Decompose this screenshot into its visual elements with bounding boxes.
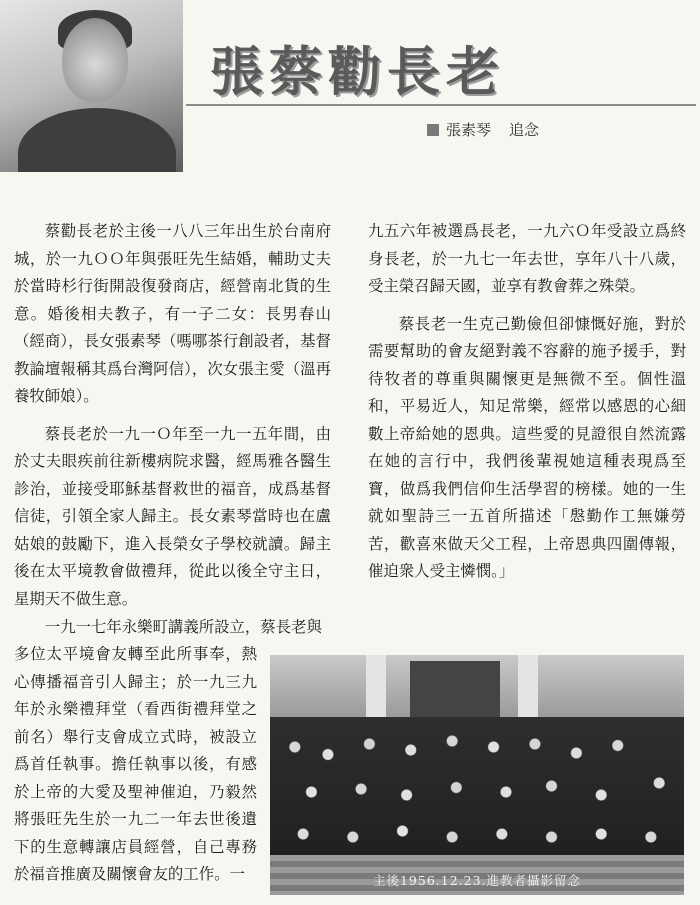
left-column: [14, 218, 331, 623]
paragraph-3-body: 多位太平境會友轉至此所事奉，熱心傳播福音引人歸主；於一九三九年於永樂禮拜堂（看西街禮拜堂之前名）舉行支會成立式時，被設立爲首任執事。擔任執事以後，有感於上帝的大愛及聖神催迫，乃毅然將張旺先生於一九二一年去世後遺下的生意轉讓店員經營，自己專務於福音推廣及關懷會友的工作。一: [14, 645, 257, 883]
square-bullet-icon: [427, 124, 439, 136]
article-title: 張蔡勸長老: [210, 42, 505, 103]
author-name: 張素琴: [446, 121, 492, 139]
paragraph-2: 蔡長老於一九一Ｏ年至一九一五年間，由於丈夫眼疾前往新樓病院求醫，經馬雅各醫生診治，並接受耶穌基督救世的福音，成爲基督信徒，引領全家人歸主。長女素琴當時也在盧姑娘的鼓勵下，進入長榮女子學校就讀。歸主後在太平境教會做禮拜，從此以後全守主日，星期天不做生意。: [14, 424, 331, 608]
author-role: 追念: [509, 121, 540, 139]
author-byline: [427, 119, 539, 140]
paragraph-3-continued: 九五六年被選爲長老，一九六Ｏ年受設立爲終身長老，於一九七一年去世，享年八十八歲，受主榮召歸天國，並享有教會葬之殊榮。: [368, 222, 686, 295]
title-divider: [186, 104, 696, 106]
photo-caption: 主後1956.12.23.進教者攝影留念: [372, 873, 582, 888]
left-column-narrow: [14, 641, 257, 899]
paragraph-3-intro: 一九一七年永樂町講義所設立，蔡長老與: [44, 618, 322, 636]
portrait-photo: [0, 0, 183, 172]
right-column: [368, 218, 686, 596]
group-photo: [270, 655, 684, 895]
paragraph-4: 蔡長老一生克己勤儉但卻慷慨好施，對於需要幫助的會友絕對義不容辭的施予援手，對待牧者的尊重與關懷更是無微不至。個性溫和，平易近人，知足常樂，經常以感恩的心細數上帝給她的恩典。這些愛的見證很自然流露在她的言行中，我們後輩視她這種表現爲至寶，做爲我們信仰生活學習的榜樣。她的一生就如聖詩三一五首所描述「慇勤作工無嫌勞苦，歡喜來做天父工程，上帝恩典四圍傳報，催迫衆人受主憐憫。」: [368, 314, 686, 580]
paragraph-1: 蔡勸長老於主後一八八三年出生於台南府城，於一九ＯＯ年與張旺先生結婚，輔助丈夫於當時杉行街開設復發商店，經營南北貨的生意。婚後相夫教子，有一子二女：長男春山（經商），長女張素琴（嗎哪茶行創設者，基督教論壇報稱其爲台灣阿信），次女張主愛（溫再養牧師娘）。: [14, 222, 331, 405]
